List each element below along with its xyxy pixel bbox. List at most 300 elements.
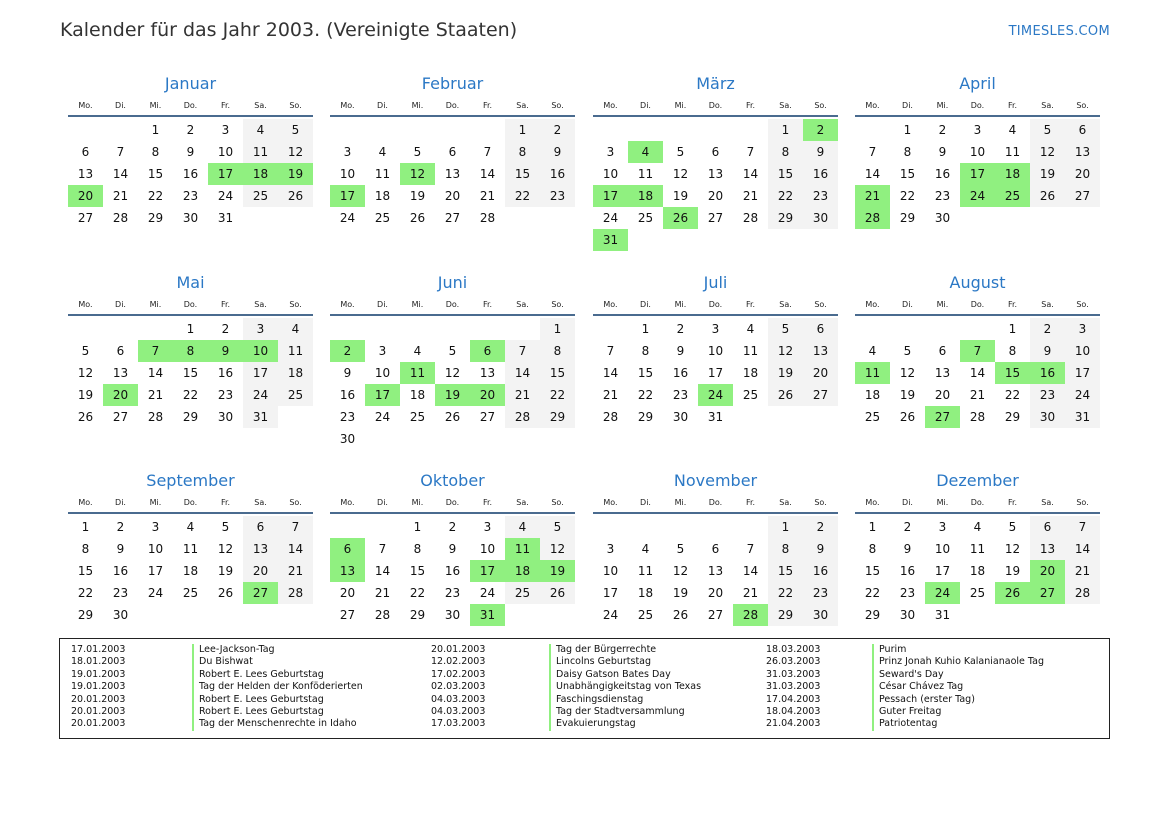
day-cell: 19 [409, 189, 426, 203]
weekday-label: Di. [115, 101, 126, 110]
weekday-label: Sa. [254, 300, 267, 309]
day-cell: 16 [339, 388, 356, 402]
day-cell: 21 [374, 586, 391, 600]
holiday-name: Robert E. Lees Geburtstag [192, 669, 363, 681]
holiday-name: Guter Freitag [872, 706, 1044, 718]
day-cell: 12 [672, 167, 689, 181]
month-block [855, 470, 1100, 626]
empty-cell [330, 516, 365, 538]
weekday-label: Mi. [149, 498, 162, 507]
day-cell: 15 [864, 564, 881, 578]
empty-cell [855, 119, 890, 141]
day-cell: 4 [973, 520, 982, 534]
holiday-date-column [766, 644, 820, 731]
holiday-day-cell: 17 [593, 185, 628, 207]
day-cell: 31 [934, 608, 951, 622]
day-cell: 30 [339, 432, 356, 446]
week-row [68, 384, 313, 406]
month-block [68, 470, 313, 626]
weekday-label: Do. [183, 300, 198, 309]
day-cell: 14 [742, 167, 759, 181]
day-cell: 19 [899, 388, 916, 402]
empty-cell [628, 516, 663, 538]
week-row [855, 582, 1100, 604]
day-cell: 15 [540, 362, 575, 384]
weekday-header [68, 99, 313, 113]
empty-cell [960, 318, 995, 340]
day-cell: 3 [378, 344, 387, 358]
day-cell: 26 [409, 211, 426, 225]
holiday-day-cell: 17 [330, 185, 365, 207]
day-cell: 1 [868, 520, 877, 534]
holiday-name: Tag der Menschenrechte in Idaho [192, 718, 363, 730]
day-cell: 2 [938, 123, 947, 137]
empty-cell [628, 119, 663, 141]
empty-cell [365, 516, 400, 538]
day-cell: 30 [182, 211, 199, 225]
day-cell: 8 [868, 542, 877, 556]
weekday-label: Fr. [745, 300, 756, 309]
day-cell: 23 [444, 586, 461, 600]
day-cell: 30 [672, 410, 689, 424]
month-block [68, 272, 313, 428]
day-cell: 15 [147, 167, 164, 181]
holiday-name: Lee-Jackson-Tag [192, 644, 363, 656]
day-cell: 21 [1065, 560, 1100, 582]
holiday-date: 17.03.2003 [431, 718, 486, 730]
day-cell: 29 [409, 608, 426, 622]
day-cell: 12 [899, 366, 916, 380]
day-cell: 8 [505, 141, 540, 163]
day-cell: 5 [540, 516, 575, 538]
holiday-day-cell: 11 [400, 362, 435, 384]
week-row [855, 207, 1100, 229]
weekday-label: Sa. [516, 300, 529, 309]
day-cell: 18 [864, 388, 881, 402]
day-cell: 28 [742, 211, 759, 225]
day-cell: 6 [1065, 119, 1100, 141]
holiday-date: 04.03.2003 [431, 705, 486, 717]
day-cell: 27 [479, 410, 496, 424]
day-cell: 1 [186, 322, 195, 336]
weekday-label: Mi. [411, 300, 424, 309]
day-cell: 29 [768, 207, 803, 229]
day-cell: 9 [448, 542, 457, 556]
day-cell: 24 [374, 410, 391, 424]
weekday-label: So. [551, 300, 564, 309]
week-row [855, 362, 1100, 384]
weekday-label: Do. [970, 498, 985, 507]
day-cell: 23 [339, 410, 356, 424]
month-name: August [949, 273, 1006, 292]
day-cell: 21 [147, 388, 164, 402]
weekday-label: Di. [902, 498, 913, 507]
day-cell: 19 [77, 388, 94, 402]
empty-cell [733, 406, 768, 428]
holiday-day-cell: 6 [330, 538, 365, 560]
holiday-date: 12.02.2003 [431, 656, 486, 668]
day-cell: 12 [768, 340, 803, 362]
divider [330, 115, 575, 117]
brand-link[interactable]: TIMESLES.COM [1008, 24, 1110, 39]
day-cell: 3 [221, 123, 230, 137]
day-cell: 19 [1030, 163, 1065, 185]
day-cell: 8 [413, 542, 422, 556]
holiday-date: 19.01.2003 [71, 681, 126, 693]
holiday-day-cell: 27 [1030, 582, 1065, 604]
day-cell: 9 [540, 141, 575, 163]
day-cell: 7 [1065, 516, 1100, 538]
day-cell: 24 [147, 586, 164, 600]
day-cell: 12 [217, 542, 234, 556]
weekday-label: So. [1076, 498, 1089, 507]
weekday-label: Di. [377, 498, 388, 507]
empty-cell [733, 119, 768, 141]
holiday-name: Prinz Jonah Kuhio Kalanianaole Tag [872, 656, 1044, 668]
day-cell: 8 [768, 141, 803, 163]
day-cell: 1 [768, 516, 803, 538]
day-cell: 4 [868, 344, 877, 358]
day-cell: 17 [147, 564, 164, 578]
week-row [68, 318, 313, 340]
weekday-label: Mo. [603, 300, 618, 309]
empty-cell [698, 516, 733, 538]
holiday-day-cell: 17 [470, 560, 505, 582]
month-name: Januar [164, 74, 217, 93]
weekday-label: Di. [640, 101, 651, 110]
empty-cell [803, 406, 838, 428]
empty-cell [435, 318, 470, 340]
empty-cell [663, 516, 698, 538]
day-cell: 22 [147, 189, 164, 203]
day-cell: 2 [221, 322, 230, 336]
weekday-label: So. [814, 101, 827, 110]
day-cell: 22 [768, 185, 803, 207]
empty-cell [505, 604, 540, 626]
weekday-label: So. [289, 101, 302, 110]
day-cell: 10 [479, 542, 496, 556]
week-row [68, 538, 313, 560]
day-cell: 21 [479, 189, 496, 203]
week-row [68, 119, 313, 141]
holiday-day-cell: 27 [243, 582, 278, 604]
week-row [593, 185, 838, 207]
month-block [593, 73, 838, 251]
day-cell: 29 [182, 410, 199, 424]
week-row [593, 362, 838, 384]
holiday-day-cell: 28 [733, 604, 768, 626]
day-cell: 7 [116, 145, 125, 159]
week-row [855, 163, 1100, 185]
holiday-day-cell: 13 [330, 560, 365, 582]
day-cell: 28 [1065, 582, 1100, 604]
weekday-header [593, 496, 838, 510]
holiday-name: Tag der Helden der Konföderierten [192, 681, 363, 693]
empty-cell [733, 516, 768, 538]
empty-cell [663, 119, 698, 141]
month-name: Mai [176, 273, 205, 292]
day-cell: 3 [938, 520, 947, 534]
holiday-name: Evakuierungstag [549, 718, 701, 730]
weekday-label: Di. [902, 300, 913, 309]
week-row [330, 340, 575, 362]
holiday-day-cell: 27 [925, 406, 960, 428]
empty-cell [103, 119, 138, 141]
day-cell: 6 [81, 145, 90, 159]
day-cell: 9 [803, 538, 838, 560]
holiday-day-cell: 31 [470, 604, 505, 626]
day-cell: 30 [803, 604, 838, 626]
holiday-name-column [872, 644, 1044, 731]
weekday-label: Fr. [482, 300, 493, 309]
divider [68, 115, 313, 117]
day-cell: 22 [540, 384, 575, 406]
day-cell: 28 [602, 410, 619, 424]
day-cell: 14 [147, 366, 164, 380]
day-cell: 14 [1065, 538, 1100, 560]
day-cell: 16 [444, 564, 461, 578]
holiday-name: Pessach (erster Tag) [872, 694, 1044, 706]
day-cell: 10 [969, 145, 986, 159]
week-row [68, 516, 313, 538]
day-cell: 14 [278, 538, 313, 560]
empty-cell [593, 516, 628, 538]
week-row [855, 185, 1100, 207]
empty-cell [505, 428, 540, 450]
empty-cell [698, 119, 733, 141]
holiday-day-cell: 6 [470, 340, 505, 362]
month-name: April [959, 74, 996, 93]
week-row [593, 384, 838, 406]
day-cell: 28 [147, 410, 164, 424]
holiday-day-cell: 11 [855, 362, 890, 384]
day-cell: 24 [479, 586, 496, 600]
day-cell: 17 [707, 366, 724, 380]
day-cell: 29 [540, 406, 575, 428]
week-row [593, 163, 838, 185]
week-row [330, 119, 575, 141]
empty-cell [278, 406, 313, 428]
week-row [68, 362, 313, 384]
weekday-label: Di. [640, 300, 651, 309]
holiday-date: 20.01.2003 [71, 705, 126, 717]
weekday-label: Sa. [516, 498, 529, 507]
day-cell: 9 [676, 344, 685, 358]
day-cell: 5 [413, 145, 422, 159]
day-cell: 13 [444, 167, 461, 181]
holiday-date: 20.01.2003 [71, 693, 126, 705]
day-cell: 8 [1008, 344, 1017, 358]
empty-cell [470, 119, 505, 141]
weekday-label: So. [551, 101, 564, 110]
weekday-label: Mo. [78, 300, 93, 309]
day-cell: 6 [243, 516, 278, 538]
day-cell: 25 [864, 410, 881, 424]
day-cell: 21 [969, 388, 986, 402]
day-cell: 12 [278, 141, 313, 163]
day-cell: 3 [606, 542, 615, 556]
day-cell: 6 [1030, 516, 1065, 538]
day-cell: 26 [899, 410, 916, 424]
day-cell: 1 [1008, 322, 1017, 336]
holiday-date: 17.01.2003 [71, 644, 126, 655]
weekday-label: So. [289, 300, 302, 309]
day-cell: 13 [707, 564, 724, 578]
day-cell: 16 [672, 366, 689, 380]
day-cell: 7 [746, 542, 755, 556]
weekday-label: Mo. [340, 101, 355, 110]
day-cell: 12 [540, 538, 575, 560]
day-cell: 13 [243, 538, 278, 560]
day-cell: 12 [77, 366, 94, 380]
weekday-label: Sa. [516, 101, 529, 110]
day-cell: 2 [903, 520, 912, 534]
day-cell: 13 [934, 366, 951, 380]
day-cell: 8 [768, 538, 803, 560]
day-cell: 4 [505, 516, 540, 538]
day-cell: 13 [803, 340, 838, 362]
weekday-header [330, 99, 575, 113]
weekday-label: Fr. [1007, 498, 1018, 507]
day-cell: 28 [505, 406, 540, 428]
day-cell: 5 [1030, 119, 1065, 141]
day-cell: 17 [243, 362, 278, 384]
day-cell: 16 [899, 564, 916, 578]
day-cell: 1 [413, 520, 422, 534]
empty-cell [505, 318, 540, 340]
holiday-day-cell: 24 [698, 384, 733, 406]
week-row [68, 340, 313, 362]
day-cell: 30 [899, 608, 916, 622]
day-cell: 13 [112, 366, 129, 380]
day-cell: 3 [151, 520, 160, 534]
day-cell: 4 [1008, 123, 1017, 137]
empty-cell [1030, 207, 1065, 229]
empty-cell [68, 119, 103, 141]
holiday-day-cell: 15 [995, 362, 1030, 384]
weekday-label: Sa. [779, 300, 792, 309]
day-cell: 27 [707, 608, 724, 622]
day-cell: 24 [1065, 384, 1100, 406]
day-cell: 28 [479, 211, 496, 225]
weekday-label: Mi. [674, 498, 687, 507]
day-cell: 12 [1030, 141, 1065, 163]
weekday-label: Sa. [1041, 498, 1054, 507]
week-row [330, 362, 575, 384]
weekday-header [855, 496, 1100, 510]
day-cell: 1 [540, 318, 575, 340]
day-cell: 5 [278, 119, 313, 141]
weekday-label: Sa. [1041, 300, 1054, 309]
day-cell: 14 [864, 167, 881, 181]
day-cell: 25 [637, 608, 654, 622]
weekday-label: Mi. [936, 101, 949, 110]
day-cell: 20 [444, 189, 461, 203]
empty-cell [960, 207, 995, 229]
day-cell: 15 [768, 163, 803, 185]
weekday-label: Mi. [674, 101, 687, 110]
empty-cell [995, 604, 1030, 626]
week-row [330, 428, 575, 450]
day-cell: 31 [707, 410, 724, 424]
weekday-label: Mo. [340, 300, 355, 309]
empty-cell [208, 604, 243, 626]
week-row [855, 119, 1100, 141]
weekday-label: Fr. [745, 498, 756, 507]
weekday-label: Mi. [936, 498, 949, 507]
day-cell: 23 [934, 189, 951, 203]
weekday-label: Fr. [1007, 101, 1018, 110]
holiday-day-cell: 24 [925, 582, 960, 604]
day-cell: 5 [676, 145, 685, 159]
empty-cell [890, 318, 925, 340]
empty-cell [505, 207, 540, 229]
day-cell: 23 [899, 586, 916, 600]
day-cell: 2 [540, 119, 575, 141]
day-cell: 14 [479, 167, 496, 181]
empty-cell [138, 318, 173, 340]
divider [855, 512, 1100, 514]
day-cell: 26 [77, 410, 94, 424]
day-cell: 24 [602, 608, 619, 622]
empty-cell [1065, 604, 1100, 626]
month-name: November [673, 471, 758, 490]
day-cell: 15 [77, 564, 94, 578]
day-cell: 7 [483, 145, 492, 159]
holiday-day-cell: 7 [138, 340, 173, 362]
empty-cell [540, 428, 575, 450]
empty-cell [365, 428, 400, 450]
month-name: März [696, 74, 735, 93]
day-cell: 18 [637, 586, 654, 600]
day-cell: 5 [768, 318, 803, 340]
weekday-label: Mi. [411, 498, 424, 507]
empty-cell [960, 604, 995, 626]
day-cell: 26 [768, 384, 803, 406]
day-cell: 21 [112, 189, 129, 203]
divider [68, 314, 313, 316]
empty-cell [138, 604, 173, 626]
day-cell: 26 [444, 410, 461, 424]
empty-cell [243, 604, 278, 626]
day-cell: 15 [768, 560, 803, 582]
empty-cell [540, 207, 575, 229]
day-cell: 10 [707, 344, 724, 358]
day-cell: 17 [934, 564, 951, 578]
day-cell: 10 [602, 167, 619, 181]
day-cell: 16 [803, 163, 838, 185]
day-cell: 11 [1004, 145, 1021, 159]
holiday-day-cell: 19 [278, 163, 313, 185]
day-cell: 15 [409, 564, 426, 578]
weekday-label: Fr. [745, 101, 756, 110]
day-cell: 10 [1065, 340, 1100, 362]
holiday-date-column [431, 644, 485, 731]
day-cell: 19 [672, 189, 689, 203]
holiday-day-cell: 28 [855, 207, 890, 229]
holiday-date: 20.01.2003 [431, 644, 486, 655]
day-cell: 27 [339, 608, 356, 622]
day-cell: 18 [182, 564, 199, 578]
day-cell: 22 [768, 582, 803, 604]
month-block [330, 272, 575, 450]
day-cell: 2 [803, 516, 838, 538]
week-row [593, 406, 838, 428]
holiday-name: Daisy Gatson Bates Day [549, 669, 701, 681]
day-cell: 5 [221, 520, 230, 534]
weekday-label: So. [814, 498, 827, 507]
weekday-label: Do. [708, 300, 723, 309]
